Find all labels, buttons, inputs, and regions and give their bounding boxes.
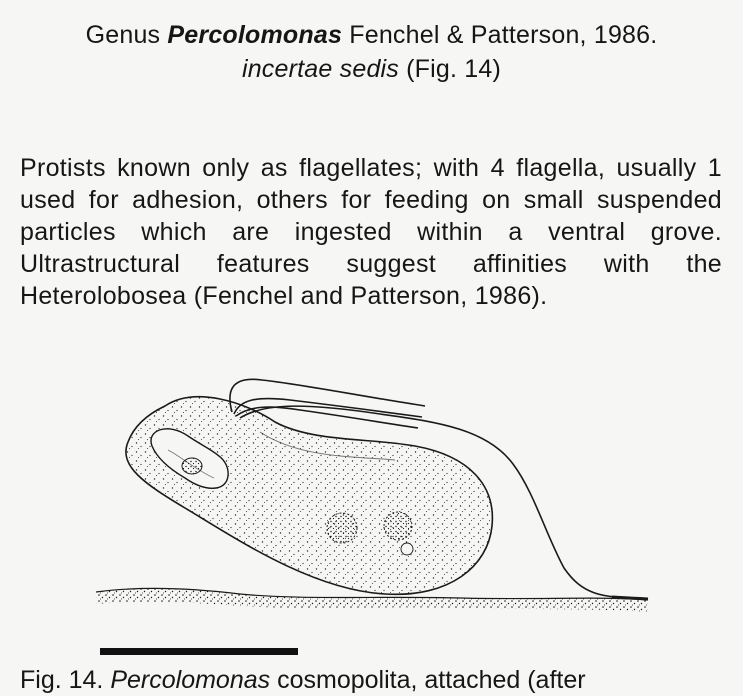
heading-authority: Fenchel & Patterson, 1986. bbox=[342, 21, 658, 49]
figure-reference: (Fig. 14) bbox=[399, 55, 502, 83]
heading-line-1 bbox=[0, 18, 743, 52]
caption-text: cosmopolita, attached (after bbox=[270, 666, 586, 694]
genus-name: Percolomonas bbox=[167, 21, 343, 49]
caption-genus: Percolomonas bbox=[110, 666, 271, 694]
incertae-sedis: incertae sedis bbox=[241, 55, 400, 83]
cell-body bbox=[126, 397, 492, 595]
figure-caption bbox=[20, 664, 722, 696]
heading-line-2 bbox=[0, 52, 743, 86]
scale-bar bbox=[100, 648, 298, 655]
vacuole-small bbox=[401, 543, 413, 555]
food-vacuole-1 bbox=[327, 513, 357, 543]
caption-label: Fig. 14. bbox=[20, 666, 111, 694]
percolomonas-illustration bbox=[0, 360, 743, 660]
nucleus bbox=[182, 458, 202, 474]
heading-prefix: Genus bbox=[85, 21, 168, 49]
genus-heading bbox=[0, 18, 743, 86]
figure-14 bbox=[0, 360, 743, 660]
genus-description: Protists known only as flagellates; with 4 flagella, usually 1 used for adhesion, others for feeding on small suspended particles which are ingested within a ventral grove. Ultrastructural features suggest affinities with the Heterolobosea (Fenchel and Patterson, 1986). bbox=[20, 154, 722, 310]
food-vacuole-2 bbox=[384, 512, 412, 540]
